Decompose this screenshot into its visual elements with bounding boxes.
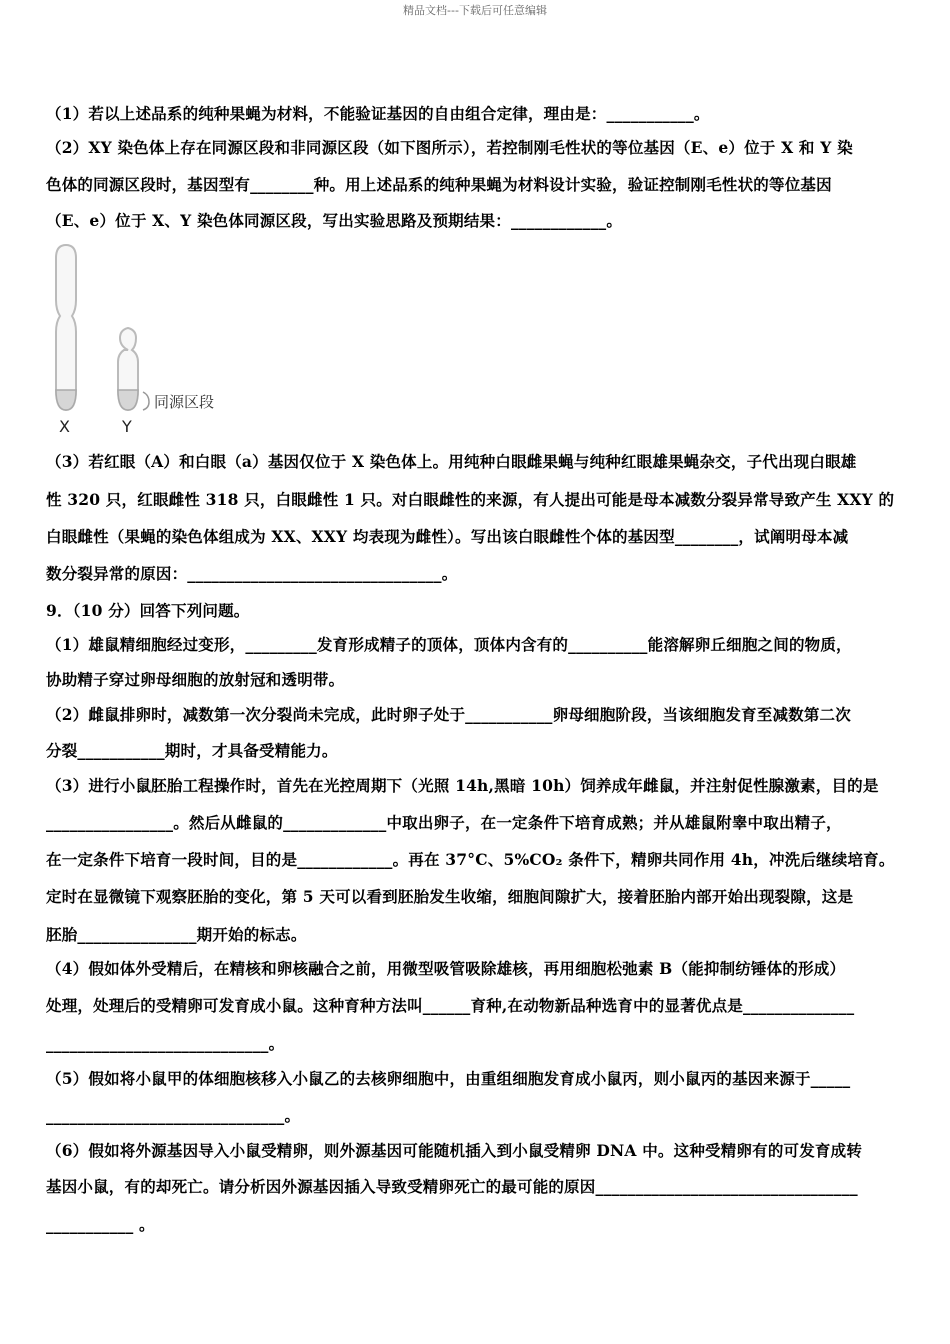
text-line-9-1-b: 协助精子穿过卵母细胞的放射冠和透明带。 — [46, 670, 345, 689]
xy-chromosome-figure — [46, 240, 276, 440]
text-line-q2-a: （2）XY 染色体上存在同源区段和非同源区段（如下图所示），若控制刚毛性状的等位基因（E、e）位于 X 和 Y 染 — [46, 138, 853, 157]
text-line-9-6-c: ___________ 。 — [46, 1215, 155, 1234]
text-line-9-4-a: （4）假如体外受精后，在精核和卵核融合之前，用微型吸管吸除雄核，再用细胞松弛素 B（能抑制纺锤体的形成） — [46, 959, 846, 978]
text-line-9-6-a: （6）假如将外源基因导入小鼠受精卵，则外源基因可能随机插入到小鼠受精卵 DNA 中。这种受精卵有的可发育成转 — [46, 1141, 863, 1160]
text-line-q3-a: （3）若红眼（A）和白眼（a）基因仅位于 X 染色体上。用纯种白眼雌果蝇与纯种红眼雄果蝇杂交，子代出现白眼雄 — [46, 452, 857, 471]
text-line-q3-b: 性 320 只，红眼雌性 318 只，白眼雌性 1 只。对白眼雌性的来源，有人提出可能是母本减数分裂异常导致产生 XXY 的 — [46, 490, 895, 509]
text-line-9-3-b: ________________。然后从雌鼠的_____________中取出卵子，在一定条件下培育成熟；并从雄鼠附睾中取出精子， — [46, 813, 842, 832]
text-line-9-5-b: ______________________________。 — [46, 1106, 301, 1125]
text-line-q3-d: 数分裂异常的原因：________________________________。 — [46, 564, 458, 583]
x-label: X — [59, 417, 70, 436]
page-header: 精品文档---下载后可任意编辑 — [403, 4, 547, 17]
text-line-q2-b: 色体的同源区段时，基因型有________种。用上述品系的纯种果蝇为材料设计实验，验证控制刚毛性状的等位基因 — [46, 175, 832, 194]
text-line-q1: （1）若以上述品系的纯种果蝇为材料，不能验证基因的自由组合定律，理由是：___________。 — [46, 104, 710, 123]
question-9-title: 9．（10 分）回答下列问题。 — [46, 601, 250, 620]
text-line-9-3-e: 胚胎_______________期开始的标志。 — [46, 925, 307, 944]
text-line-9-6-b: 基因小鼠，有的却死亡。请分析因外源基因插入导致受精卵死亡的最可能的原因_________________________________ — [46, 1177, 858, 1196]
text-line-9-2-b: 分裂___________期时，才具备受精能力。 — [46, 741, 338, 760]
y-chromosome-icon — [118, 328, 138, 410]
x-chromosome-icon — [56, 245, 76, 410]
text-line-9-3-a: （3）进行小鼠胚胎工程操作时，首先在光控周期下（光照 14h,黑暗 10h）饲养成年雌鼠，并注射促性腺激素，目的是 — [46, 776, 879, 795]
text-line-9-4-c: ____________________________。 — [46, 1034, 285, 1053]
text-line-9-4-b: 处理，处理后的受精卵可发育成小鼠。这种育种方法叫______育种,在动物新品种选育中的显著优点是______________ — [46, 996, 855, 1015]
text-line-9-3-d: 定时在显微镜下观察胚胎的变化，第 5 天可以看到胚胎发生收缩，细胞间隙扩大，接着胚胎内部开始出现裂隙，这是 — [46, 887, 854, 906]
text-line-9-5-a: （5）假如将小鼠甲的体细胞核移入小鼠乙的去核卵细胞中，由重组细胞发育成小鼠丙，则小鼠丙的基因来源于_____ — [46, 1069, 851, 1088]
text-line-9-2-a: （2）雌鼠排卵时，减数第一次分裂尚未完成，此时卵子处于___________卵母细胞阶段，当该细胞发育至减数第二次 — [46, 705, 851, 724]
text-line-9-3-c: 在一定条件下培育一段时间，目的是____________。再在 37°C、5%CO₂ 条件下，精卵共同作用 4h，冲洗后继续培育。 — [46, 850, 895, 869]
text-line-q2-c: （E、e）位于 X、Y 染色体同源区段，写出实验思路及预期结果：____________。 — [46, 211, 623, 230]
homologous-bracket-icon — [143, 392, 149, 410]
text-line-q3-c: 白眼雌性（果蝇的染色体组成为 XX、XXY 均表现为雌性）。写出该白眼雌性个体的基因型________，试阐明母本减 — [46, 527, 849, 546]
y-label: Y — [122, 417, 132, 436]
text-line-9-1-a: （1）雄鼠精细胞经过变形，_________发育形成精子的顶体，顶体内含有的__________能溶解卵丘细胞之间的物质， — [46, 635, 852, 654]
homologous-segment-label: 同源区段 — [154, 393, 215, 411]
